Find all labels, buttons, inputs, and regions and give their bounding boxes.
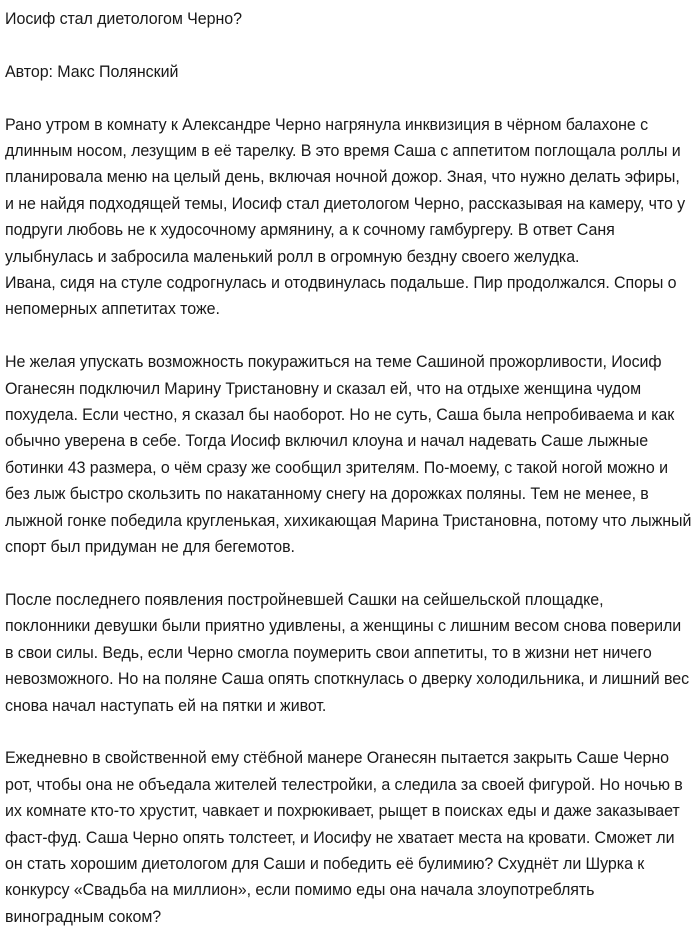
article-title: Иосиф стал диетологом Черно? (5, 9, 242, 28)
article-byline: Автор: Макс Полянский (5, 61, 179, 81)
article-paragraph: Рано утром в комнату к Александре Черно нагрянула инквизиция в чёрном балахоне с длинным носом, лезущим в её тарелку. В это время Саша с аппетитом поглощала роллы и планировала меню на целый день, включая ночной дожор. Зная, что нужно делать эфиры, и не найдя подходящей темы, Иосиф стал диетологом Черно, рассказывая на камеру, что у подруги любовь не к худосочному армянину, а к сочному гамбургеру. В ответ Саня улыбнулась и забросила маленький ролл в огромную бездну своего желудка. Ивана, сидя на стуле содрогнулась и отодвинулась подальше. Пир продолжался. Споры о непомерных аппетитах тоже. (5, 114, 686, 319)
article-paragraph: Не желая упускать возможность покуражиться на теме Сашиной прожорливости, Иосиф Оганесян подключил Марину Тристановну и сказал ей, что на отдыхе женщина чудом похудела. Если честно, я сказал бы наоборот. Но не суть, Саша была непробиваема и как обычно уверена в себе. Тогда Иосиф включил клоуна и начал надевать Саше лыжные ботинки 43 размера, о чём сразу же сообщил зрителям. По-моему, с такой ногой можно и без лыж быстро скользить по накатанному снегу на дорожках поляны. Тем не менее, в лыжной гонке победила кругленькая, хихикающая Марина Тристановна, потому что лыжный спорт был придуман не для бегемотов. (5, 352, 692, 557)
article-body (5, 6, 695, 930)
article-paragraph: Ежедневно в свойственной ему стёбной манере Оганесян пытается закрыть Саше Черно рот, чтобы она не объедала жителей телестройки, а следила за своей фигурой. Но ночью в их комнате кто-то хрустит, чавкает и похрюкивает, рыщет в поисках еды и даже заказывает фаст-фуд. Саша Черно опять толстеет, и Иосифу не хватает места на кровати. Сможет ли он стать хорошим диетологом для Саши и победить её булимию? Схуднёт ли Шурка к конкурсу «Свадьба на миллион», если помимо еды она начала злоупотреблять виноградным соком? (5, 748, 683, 926)
article-paragraph: После последнего появления постройневшей Сашки на сейшельской площадке, поклонники девушки были приятно удивлены, а женщины с лишним весом снова поверили в свои силы. Ведь, если Черно смогла поумерить свои аппетиты, то в жизни нет ничего невозможного. Но на поляне Саша опять споткнулась о дверку холодильника, и лишний вес снова начал наступать ей на пятки и живот. (5, 589, 690, 715)
